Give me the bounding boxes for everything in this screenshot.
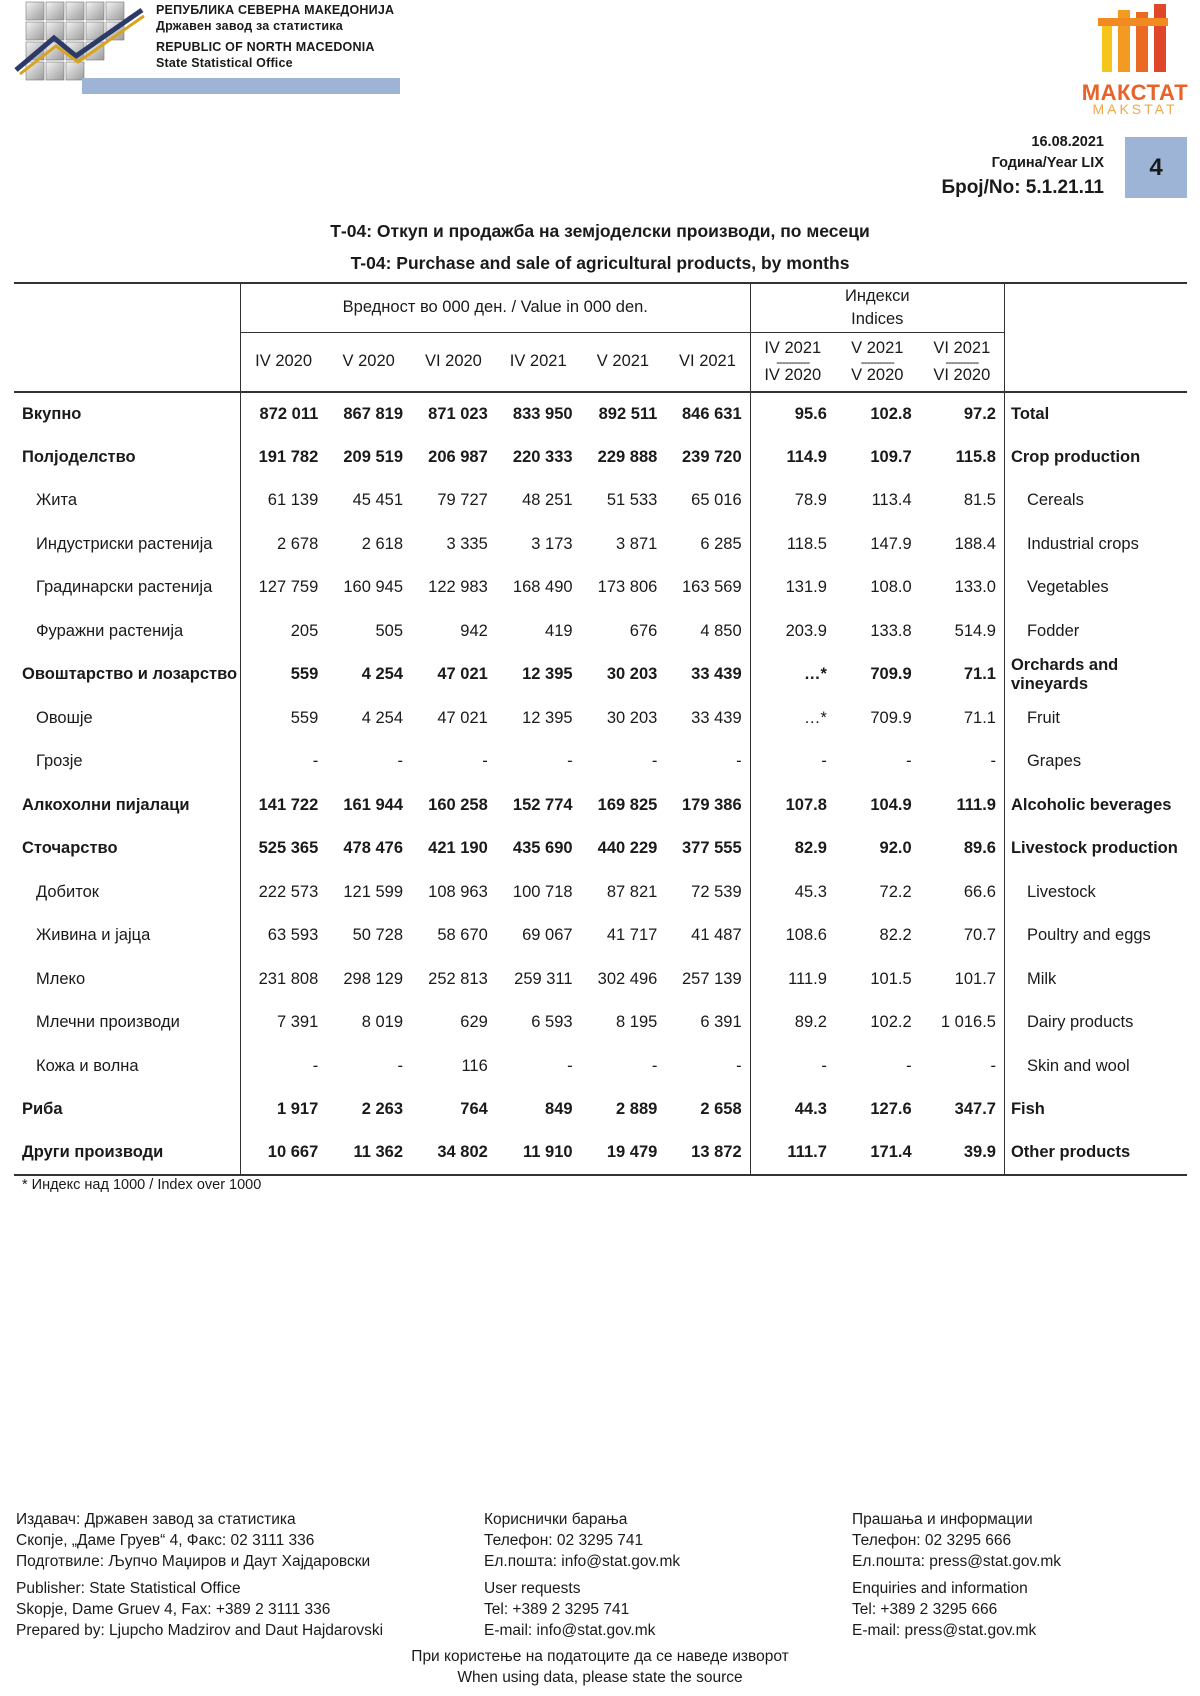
row-label-en: Milk xyxy=(1004,958,1187,1002)
index-cell: 171.4 xyxy=(835,1132,920,1176)
value-cell: 45 451 xyxy=(352,491,404,510)
value-cell: 2 263 xyxy=(361,1100,404,1119)
header-blank-left xyxy=(14,283,240,332)
index-cell: 108.0 xyxy=(870,578,912,597)
index-cell: 66.6 xyxy=(963,882,996,901)
row-label-en: Orchards and vineyards xyxy=(1004,653,1187,697)
value-cell: 41 487 xyxy=(691,926,742,945)
row-label-mk: Грозје xyxy=(36,752,83,771)
value-cell: 33 439 xyxy=(691,665,742,684)
indices-header xyxy=(750,283,1004,332)
index-cell: - xyxy=(990,1056,996,1075)
table-row xyxy=(14,1001,1187,1045)
value-cell: 141 722 xyxy=(240,784,326,828)
value-cell: 10 667 xyxy=(240,1132,326,1176)
column-header: V 2021 xyxy=(581,332,666,392)
table-row xyxy=(14,1088,1187,1132)
index-cell: 133.0 xyxy=(954,578,996,597)
value-cell: 892 511 xyxy=(598,404,658,423)
row-label-en: Fodder xyxy=(1004,610,1187,654)
value-cell: 4 254 xyxy=(361,665,404,684)
index-cell: 97.2 xyxy=(963,404,996,423)
value-cell: 559 xyxy=(240,697,326,741)
value-cell: 12 395 xyxy=(522,665,573,684)
value-cell: 3 335 xyxy=(446,534,488,553)
value-cell: 11 362 xyxy=(326,1132,411,1176)
value-cell: 871 023 xyxy=(428,404,488,423)
column-header: IV 2021 xyxy=(496,332,581,392)
row-label-mk: Млеко xyxy=(36,969,86,988)
table-row xyxy=(14,610,1187,654)
row-label-mk: Индустриски растенија xyxy=(36,534,213,553)
value-cell: 108 963 xyxy=(428,882,488,901)
footer-line: Скопје, „Даме Груев“ 4, Факс: 02 3111 336 xyxy=(16,1532,315,1549)
table-row xyxy=(14,958,1187,1002)
footer-line: Кориснички барања xyxy=(484,1511,628,1528)
table-row xyxy=(14,479,1187,523)
value-cell: 50 728 xyxy=(352,926,404,945)
value-cell: - xyxy=(651,1056,658,1075)
index-column-header xyxy=(835,332,920,392)
value-cell: 4 254 xyxy=(361,708,404,727)
table-row xyxy=(14,740,1187,784)
footer-enquiries xyxy=(852,1509,1061,1641)
value-cell: 478 476 xyxy=(343,839,404,858)
footer-line: Телефон: 02 3295 741 xyxy=(484,1532,644,1549)
index-col-top: VI 2021 xyxy=(933,338,991,357)
value-cell: 169 825 xyxy=(597,795,658,814)
table-title-en: T-04: Purchase and sale of agricultural products, by months xyxy=(350,253,850,273)
org-name-mk: РЕПУБЛИКА СЕВЕРНА МАКЕДОНИЈА xyxy=(156,3,395,17)
makstat-logo xyxy=(1084,2,1184,84)
value-cell: 252 813 xyxy=(428,969,488,988)
source-note-mk: При користење на податоците да се наведе изворот xyxy=(411,1648,789,1665)
index-col-divider: ----------- xyxy=(860,354,894,369)
value-cell: 13 872 xyxy=(665,1132,750,1176)
index-cell: 72.2 xyxy=(879,882,912,901)
row-label-en: Fish xyxy=(1004,1088,1187,1132)
index-cell: 113.4 xyxy=(871,491,912,510)
index-cell: 104.9 xyxy=(870,795,912,814)
index-cell: - xyxy=(990,752,996,771)
purchase-sale-table xyxy=(14,282,1187,1176)
row-label-en: Crop production xyxy=(1004,436,1187,480)
table-row xyxy=(14,827,1187,871)
table-body xyxy=(14,392,1187,1175)
value-cell: 4 850 xyxy=(700,621,742,640)
index-cell: 118.5 xyxy=(750,523,835,567)
value-cell: 8 019 xyxy=(361,1013,404,1032)
index-cell: 1 016.5 xyxy=(940,1013,996,1032)
row-label-mk: Вкупно xyxy=(22,404,82,423)
table-row xyxy=(14,871,1187,915)
row-label-en: Fruit xyxy=(1004,697,1187,741)
value-cell: - xyxy=(736,752,742,771)
release-number: Број/No: 5.1.21.11 xyxy=(941,177,1104,198)
value-cell: 65 016 xyxy=(691,491,742,510)
indices-header-en: Indices xyxy=(851,309,904,328)
value-cell: - xyxy=(397,752,404,771)
row-label-en: Livestock xyxy=(1004,871,1187,915)
index-cell: 89.2 xyxy=(750,1001,835,1045)
index-cell: …* xyxy=(750,653,835,697)
value-cell: 3 871 xyxy=(616,534,658,553)
index-cell: 81.5 xyxy=(963,491,996,510)
value-cell: 259 311 xyxy=(514,969,573,988)
row-label-mk: Сточарство xyxy=(22,839,118,858)
value-cell: 377 555 xyxy=(681,839,742,858)
row-label-en: Grapes xyxy=(1004,740,1187,784)
value-cell: 206 987 xyxy=(428,447,488,466)
release-date: 16.08.2021 xyxy=(1031,134,1104,150)
value-cell: 205 xyxy=(240,610,326,654)
index-cell: 71.1 xyxy=(963,708,996,727)
index-cell: 82.2 xyxy=(879,926,912,945)
row-label-mk: Добиток xyxy=(36,882,99,901)
row-label-en: Total xyxy=(1004,392,1187,436)
value-cell: 69 067 xyxy=(522,926,573,945)
index-cell: 111.7 xyxy=(750,1132,835,1176)
index-cell: 44.3 xyxy=(750,1088,835,1132)
index-cell: 347.7 xyxy=(954,1100,996,1119)
value-cell: 298 129 xyxy=(343,969,404,988)
value-cell: 51 533 xyxy=(606,491,658,510)
index-column-header xyxy=(920,332,1005,392)
value-cell: 34 802 xyxy=(411,1132,496,1176)
value-cell: 209 519 xyxy=(343,447,404,466)
value-cell: 846 631 xyxy=(681,404,742,423)
index-cell: 82.9 xyxy=(750,827,835,871)
value-cell: 867 819 xyxy=(343,404,404,423)
value-cell: 505 xyxy=(375,621,404,640)
value-cell: 19 479 xyxy=(581,1132,666,1176)
index-col-bottom: V 2020 xyxy=(851,365,904,384)
table-row xyxy=(14,1045,1187,1089)
index-cell: - xyxy=(750,740,835,784)
table-row xyxy=(14,436,1187,480)
value-cell: 7 391 xyxy=(240,1001,326,1045)
index-col-bottom: IV 2020 xyxy=(764,365,822,384)
value-cell: 849 xyxy=(545,1100,573,1119)
index-cell: 71.1 xyxy=(963,665,996,684)
value-cell: 559 xyxy=(240,653,326,697)
page-number-badge: 4 xyxy=(1125,137,1187,198)
value-cell: 61 139 xyxy=(240,479,326,523)
row-label-mk: Алкохолни пијалаци xyxy=(22,795,190,814)
index-cell: 111.9 xyxy=(750,958,835,1002)
makstat-brand-cyrillic: МАКСТАТ xyxy=(1081,80,1189,105)
index-cell: - xyxy=(906,752,912,771)
value-cell: 47 021 xyxy=(437,665,488,684)
value-cell: 168 490 xyxy=(512,578,573,597)
table-row xyxy=(14,653,1187,697)
value-cell: 12 395 xyxy=(522,708,573,727)
index-cell: 95.6 xyxy=(750,392,835,436)
value-cell: 302 496 xyxy=(597,969,658,988)
value-cell: 72 539 xyxy=(691,882,742,901)
row-label-en: Poultry and eggs xyxy=(1004,914,1187,958)
index-col-top: IV 2021 xyxy=(764,338,822,357)
index-cell: 709.9 xyxy=(870,665,912,684)
footer-line: Подготвиле: Љупчо Маџиров и Даут Хајдаровски xyxy=(16,1553,371,1570)
index-cell: …* xyxy=(750,697,835,741)
index-col-bottom: VI 2020 xyxy=(933,365,991,384)
row-label-mk: Овошје xyxy=(36,708,93,727)
value-cell: 220 333 xyxy=(512,447,573,466)
index-cell: 147.9 xyxy=(870,534,912,553)
index-col-top: V 2021 xyxy=(851,338,904,357)
value-cell: 30 203 xyxy=(606,665,658,684)
org-subname-mk: Државен завод за статистика xyxy=(156,19,343,33)
value-cell: 257 139 xyxy=(681,969,742,988)
value-cell: 160 258 xyxy=(428,795,488,814)
row-label-en: Alcoholic beverages xyxy=(1004,784,1187,828)
column-header: V 2020 xyxy=(326,332,411,392)
value-cell: 11 910 xyxy=(496,1132,581,1176)
source-note-en: When using data, please state the source xyxy=(457,1669,743,1686)
row-label-mk: Живина и јајца xyxy=(36,926,151,945)
row-label-mk: Овоштарство и лозарство xyxy=(22,665,238,684)
value-cell: - xyxy=(651,752,658,771)
index-cell: 114.9 xyxy=(750,436,835,480)
value-cell: 764 xyxy=(460,1100,488,1119)
row-label-en: Livestock production xyxy=(1004,827,1187,871)
footer-line: User requests xyxy=(484,1580,581,1597)
index-column-header xyxy=(750,332,835,392)
value-cell: 121 599 xyxy=(343,882,404,901)
value-cell: 525 365 xyxy=(240,827,326,871)
column-header: VI 2021 xyxy=(665,332,750,392)
footer-line: Publisher: State Statistical Office xyxy=(16,1580,241,1597)
header-blank-left-2 xyxy=(14,332,240,392)
release-year: Година/Year LIX xyxy=(991,155,1104,171)
index-cell: 203.9 xyxy=(750,610,835,654)
index-cell: 107.8 xyxy=(750,784,835,828)
value-cell: 419 xyxy=(545,621,573,640)
value-cell: 122 983 xyxy=(428,578,488,597)
index-cell: 89.6 xyxy=(963,839,996,858)
value-cell: 1 917 xyxy=(240,1088,326,1132)
value-cell: 6 285 xyxy=(700,534,742,553)
value-cell: 33 439 xyxy=(691,708,742,727)
org-subname-en: State Statistical Office xyxy=(156,56,293,70)
row-label-mk: Градинарски растенија xyxy=(36,578,213,597)
table-row xyxy=(14,784,1187,828)
row-label-mk: Кожа и волна xyxy=(36,1056,139,1075)
header-blank-right xyxy=(1004,283,1187,332)
index-cell: 127.6 xyxy=(870,1100,912,1119)
value-cell: - xyxy=(240,740,326,784)
row-label-en: Skin and wool xyxy=(1004,1045,1187,1089)
row-label-mk: Фуражни растенија xyxy=(36,621,184,640)
table-row xyxy=(14,523,1187,567)
value-cell: 8 195 xyxy=(616,1013,658,1032)
row-label-en: Dairy products xyxy=(1004,1001,1187,1045)
value-cell: 2 678 xyxy=(240,523,326,567)
value-cell: 161 944 xyxy=(343,795,404,814)
index-cell: 115.8 xyxy=(955,447,996,466)
index-cell: 101.7 xyxy=(954,969,996,988)
index-cell: 131.9 xyxy=(750,566,835,610)
value-cell: 222 573 xyxy=(240,871,326,915)
footer-line: E-mail: press@stat.gov.mk xyxy=(852,1622,1037,1639)
row-label-mk: Млечни производи xyxy=(36,1013,180,1032)
value-cell: 2 618 xyxy=(361,534,404,553)
index-cell: 111.9 xyxy=(956,795,996,814)
index-cell: 39.9 xyxy=(920,1132,1005,1176)
index-cell: 78.9 xyxy=(750,479,835,523)
row-label-mk: Други производи xyxy=(14,1132,240,1176)
table-row xyxy=(14,914,1187,958)
value-cell: 160 945 xyxy=(343,578,404,597)
value-cell: - xyxy=(567,1056,573,1075)
index-col-divider: ----------- xyxy=(776,354,810,369)
row-label-en: Vegetables xyxy=(1004,566,1187,610)
value-cell: 191 782 xyxy=(240,436,326,480)
value-cell: - xyxy=(482,752,488,771)
footer-line: Телефон: 02 3295 666 xyxy=(852,1532,1012,1549)
value-cell: 2 658 xyxy=(700,1100,742,1119)
value-cell: 872 011 xyxy=(240,392,326,436)
footer-line: Tel: +389 2 3295 741 xyxy=(484,1601,630,1618)
value-cell: 79 727 xyxy=(437,491,488,510)
footer-line: Издавач: Државен завод за статистика xyxy=(16,1511,296,1528)
value-cell: 421 190 xyxy=(428,839,488,858)
footer-line: Enquiries and information xyxy=(852,1580,1028,1597)
table-row xyxy=(14,697,1187,741)
row-label-mk: Жита xyxy=(36,491,78,510)
index-col-divider: ----------- xyxy=(945,354,979,369)
value-cell: 435 690 xyxy=(512,839,573,858)
value-cell: 6 391 xyxy=(700,1013,742,1032)
footer-publisher xyxy=(16,1509,383,1641)
footer-line: Ел.пошта: info@stat.gov.mk xyxy=(484,1553,681,1570)
value-cell: 3 173 xyxy=(531,534,573,553)
table-footnote: * Индекс над 1000 / Index over 1000 xyxy=(22,1177,262,1193)
value-cell: 127 759 xyxy=(240,566,326,610)
index-cell: 102.8 xyxy=(870,404,912,423)
column-header: VI 2020 xyxy=(411,332,496,392)
value-cell: - xyxy=(240,1045,326,1089)
index-cell: 102.2 xyxy=(870,1013,912,1032)
index-cell: 133.8 xyxy=(870,621,912,640)
value-cell: 676 xyxy=(629,621,658,640)
footer-line: Tel: +389 2 3295 666 xyxy=(852,1601,998,1618)
row-label-en: Other products xyxy=(1004,1132,1187,1176)
table-row xyxy=(14,1132,1187,1176)
value-cell: 63 593 xyxy=(240,914,326,958)
index-cell: 70.7 xyxy=(963,926,996,945)
index-cell: 709.9 xyxy=(870,708,912,727)
row-label-en: Industrial crops xyxy=(1004,523,1187,567)
value-cell: 2 889 xyxy=(616,1100,658,1119)
value-cell: 47 021 xyxy=(437,708,488,727)
indices-header-mk: Индекси xyxy=(844,286,910,305)
value-cell: 30 203 xyxy=(606,708,658,727)
index-cell: 109.7 xyxy=(870,447,912,466)
value-cell: 173 806 xyxy=(597,578,658,597)
index-cell: 101.5 xyxy=(870,969,912,988)
value-cell: 6 593 xyxy=(531,1013,573,1032)
value-cell: 87 821 xyxy=(606,882,658,901)
table-row xyxy=(14,566,1187,610)
value-cell: 229 888 xyxy=(597,447,658,466)
index-cell: 45.3 xyxy=(750,871,835,915)
index-cell: 108.6 xyxy=(750,914,835,958)
value-cell: 48 251 xyxy=(522,491,573,510)
index-cell: - xyxy=(750,1045,835,1089)
value-cell: 833 950 xyxy=(512,404,573,423)
value-cell: 58 670 xyxy=(437,926,488,945)
footer-line: Ел.пошта: press@stat.gov.mk xyxy=(852,1553,1062,1570)
value-cell: 231 808 xyxy=(240,958,326,1002)
value-cell: 179 386 xyxy=(681,795,742,814)
value-cell: 163 569 xyxy=(681,578,742,597)
footer-source-note xyxy=(0,1646,1200,1688)
value-cell: 41 717 xyxy=(606,926,658,945)
value-cell: - xyxy=(397,1056,404,1075)
value-cell: 152 774 xyxy=(512,795,573,814)
value-cell: 116 xyxy=(461,1056,488,1075)
row-label-mk: Полјоделство xyxy=(22,447,136,466)
table-row xyxy=(14,392,1187,436)
value-cell: 629 xyxy=(460,1013,488,1032)
column-header: IV 2020 xyxy=(240,332,326,392)
index-cell: 92.0 xyxy=(879,839,912,858)
index-cell: 514.9 xyxy=(954,621,996,640)
header-blank-right-2 xyxy=(1004,332,1187,392)
table-title-mk: Т-04: Откуп и продажба на земјоделски производи, по месеци xyxy=(330,221,870,241)
value-cell: 239 720 xyxy=(681,447,742,466)
index-cell: 188.4 xyxy=(954,534,996,553)
row-label-mk: Риба xyxy=(22,1100,63,1119)
footer-line: Prepared by: Ljupcho Madzirov and Daut Hajdarovski xyxy=(16,1622,384,1639)
footer-line: Skopje, Dame Gruev 4, Fax: +389 2 3111 336 xyxy=(16,1601,331,1618)
value-cell: - xyxy=(736,1056,742,1075)
header-accent-bar xyxy=(82,78,400,94)
footer-user-requests xyxy=(484,1509,680,1641)
org-name-en: REPUBLIC OF NORTH MACEDONIA xyxy=(156,40,375,54)
value-cell: 440 229 xyxy=(597,839,658,858)
makstat-brand-latin: MAKSTAT xyxy=(1092,101,1178,117)
value-header: Вредност во 000 ден. / Value in 000 den. xyxy=(240,283,750,332)
row-label-en: Cereals xyxy=(1004,479,1187,523)
value-cell: 100 718 xyxy=(512,882,573,901)
footer-line: Прашања и информации xyxy=(852,1511,1033,1528)
value-cell: 942 xyxy=(460,621,488,640)
footer-line: E-mail: info@stat.gov.mk xyxy=(484,1622,656,1639)
index-cell: - xyxy=(906,1056,912,1075)
value-cell: - xyxy=(567,752,573,771)
